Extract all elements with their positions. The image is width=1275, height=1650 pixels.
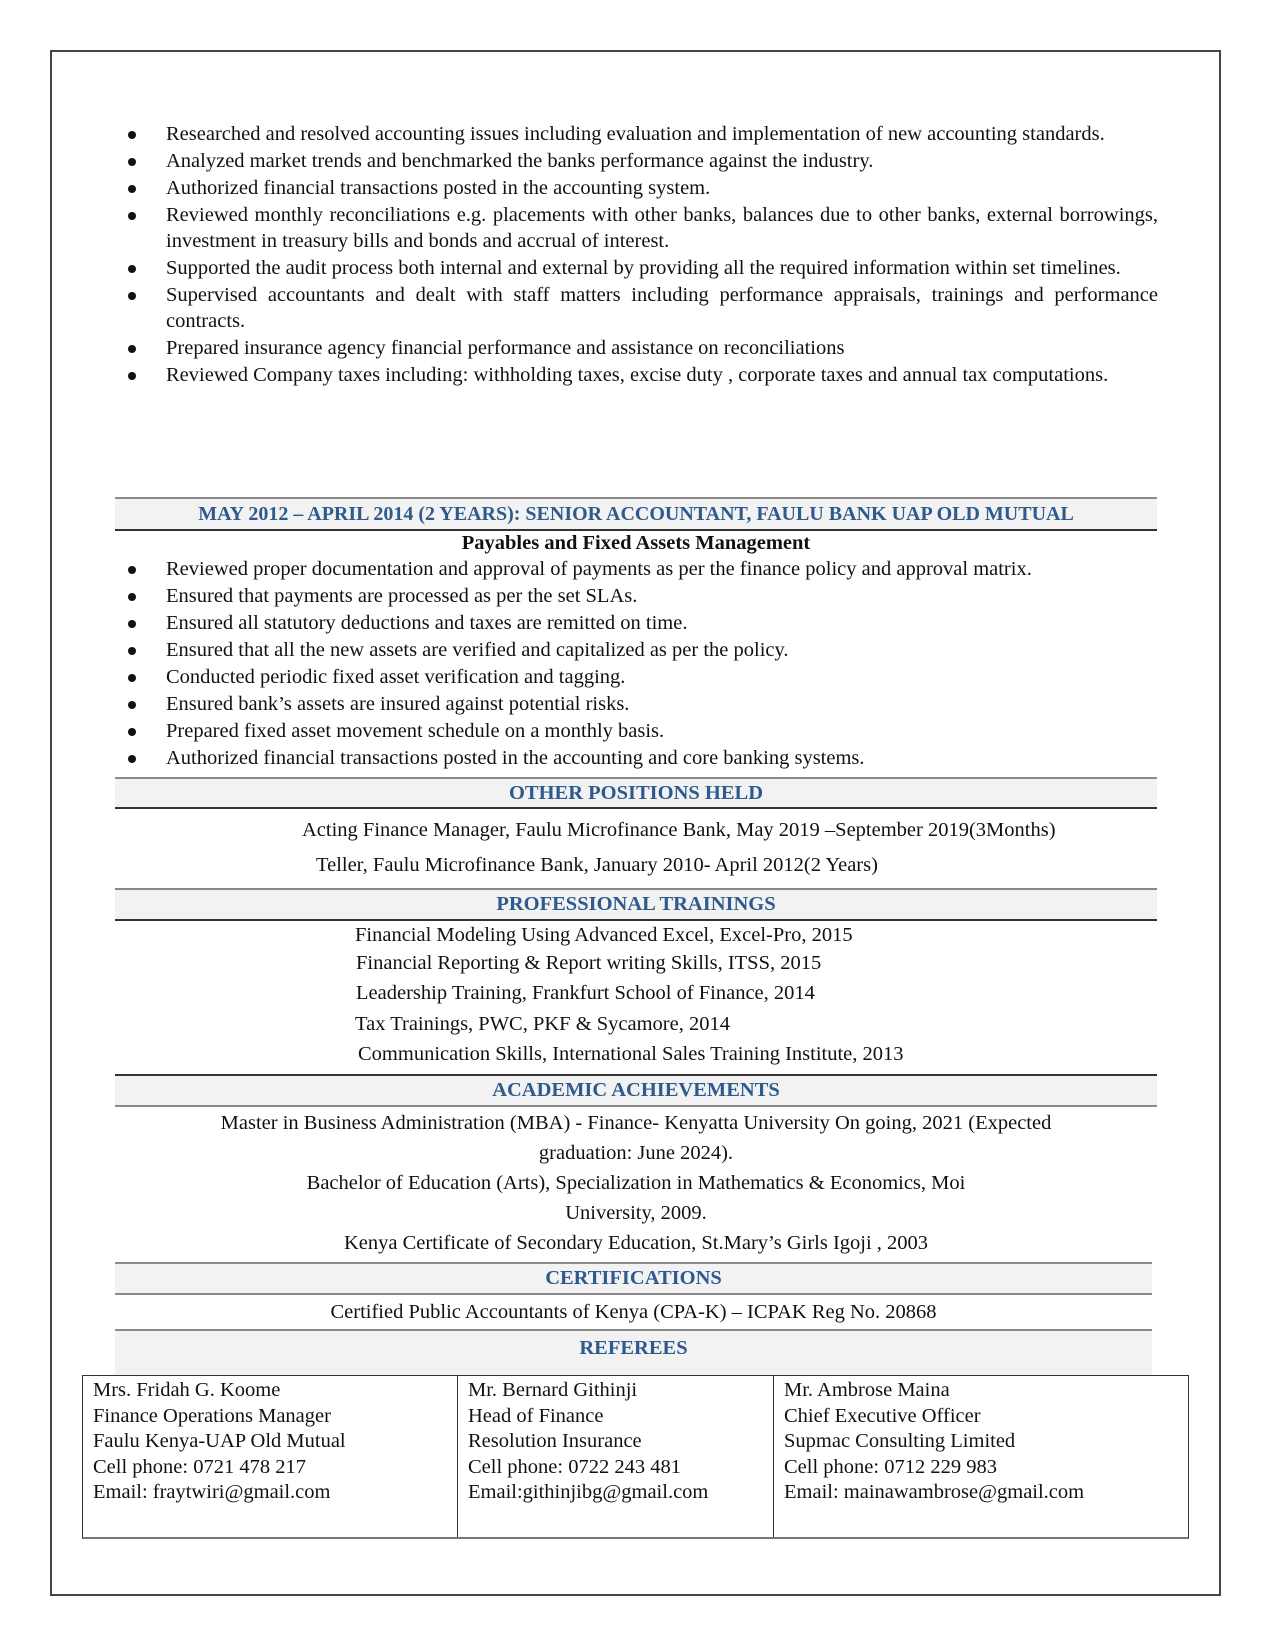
bullet-icon xyxy=(128,292,136,300)
list-item: Prepared fixed asset movement schedule on a monthly basis. xyxy=(128,718,1158,744)
bullet-icon xyxy=(128,647,136,655)
bullet-icon xyxy=(128,212,136,220)
position-item: Teller, Faulu Microfinance Bank, January 2010- April 2012(2 Years) xyxy=(316,854,878,876)
referee-email[interactable]: Email: fraytwiri@gmail.com xyxy=(93,1481,331,1503)
senior-accountant-list xyxy=(128,556,1158,772)
bullet-icon xyxy=(128,372,136,380)
certification-item: Certified Public Accountants of Kenya (CPA-K) – ICPAK Reg No. 20868 xyxy=(330,1301,937,1323)
bullet-icon xyxy=(128,265,136,273)
bullet-icon xyxy=(128,185,136,193)
academics-heading: ACADEMIC ACHIEVEMENTS xyxy=(115,1074,1157,1107)
academic-line: Master in Business Administration (MBA) - Finance- Kenyatta University On going, 2021 (Expected xyxy=(220,1112,1052,1134)
list-item: Supervised accountants and dealt with staff matters including performance appraisals, trainings and performance contracts. xyxy=(128,282,1158,334)
bullet-icon xyxy=(128,728,136,736)
bullet-icon xyxy=(128,131,136,139)
list-item: Supported the audit process both internal and external by providing all the required information within set timelines. xyxy=(128,255,1158,281)
referee-organization: Faulu Kenya-UAP Old Mutual xyxy=(93,1430,346,1452)
referee-name: Mrs. Fridah G. Koome xyxy=(93,1379,281,1401)
list-item: Researched and resolved accounting issues including evaluation and implementation of new accounting standards. xyxy=(128,121,1158,147)
list-item: Authorized financial transactions posted in the accounting and core banking systems. xyxy=(128,745,1158,771)
bullet-icon xyxy=(128,620,136,628)
referee-card xyxy=(83,1376,457,1537)
bullet-icon xyxy=(128,701,136,709)
bullet-icon xyxy=(128,593,136,601)
training-item: Tax Trainings, PWC, PKF & Sycamore, 2014 xyxy=(355,1013,730,1035)
list-item: Reviewed monthly reconciliations e.g. placements with other banks, balances due to other banks, external borrowings, investment in treasury bills and bonds and accrual of interest. xyxy=(128,202,1158,254)
training-item: Financial Reporting & Report writing Skills, ITSS, 2015 xyxy=(356,952,822,974)
position-item: Acting Finance Manager, Faulu Microfinance Bank, May 2019 –September 2019(3Months) xyxy=(302,819,1056,841)
referee-organization: Supmac Consulting Limited xyxy=(784,1430,1016,1452)
list-item: Ensured all statutory deductions and taxes are remitted on time. xyxy=(128,610,1158,636)
training-item: Communication Skills, International Sales Training Institute, 2013 xyxy=(358,1043,904,1065)
referee-phone: Cell phone: 0712 229 983 xyxy=(784,1455,997,1478)
referee-title: Head of Finance xyxy=(468,1404,604,1427)
list-item: Prepared insurance agency financial performance and assistance on reconciliations xyxy=(128,335,1158,361)
referee-phone: Cell phone: 0722 243 481 xyxy=(468,1455,681,1478)
certifications-heading: CERTIFICATIONS xyxy=(115,1262,1152,1295)
academic-line: graduation: June 2024). xyxy=(538,1142,734,1164)
list-item: Analyzed market trends and benchmarked the banks performance against the industry. xyxy=(128,148,1158,174)
referee-name: Mr. Bernard Githinji xyxy=(468,1379,638,1401)
referee-email[interactable]: Email: mainawambrose@gmail.com xyxy=(784,1481,1085,1503)
trainings-heading: PROFESSIONAL TRAININGS xyxy=(115,888,1157,921)
referees-heading: REFEREES xyxy=(115,1329,1152,1376)
bullet-icon xyxy=(128,755,136,763)
referee-email[interactable]: Email:githinjibg@gmail.com xyxy=(468,1481,709,1503)
academic-line: Bachelor of Education (Arts), Specialization in Mathematics & Economics, Moi xyxy=(306,1172,966,1194)
training-item: Leadership Training, Frankfurt School of Finance, 2014 xyxy=(356,982,815,1004)
academic-line: Kenya Certificate of Secondary Education, St.Mary’s Girls Igoji , 2003 xyxy=(343,1232,929,1254)
referee-name: Mr. Ambrose Maina xyxy=(784,1379,950,1401)
senior-accountant-subheading: Payables and Fixed Assets Management xyxy=(461,532,811,554)
training-item: Financial Modeling Using Advanced Excel, Excel-Pro, 2015 xyxy=(355,924,853,946)
bullet-icon xyxy=(128,566,136,574)
list-item: Conducted periodic fixed asset verification and tagging. xyxy=(128,664,1158,690)
referee-organization: Resolution Insurance xyxy=(468,1430,642,1452)
list-item: Ensured that all the new assets are verified and capitalized as per the policy. xyxy=(128,637,1158,663)
referee-phone: Cell phone: 0721 478 217 xyxy=(93,1455,306,1478)
bullet-icon xyxy=(128,158,136,166)
list-item: Reviewed proper documentation and approval of payments as per the finance policy and approval matrix. xyxy=(128,556,1158,582)
list-item: Ensured that payments are processed as per the set SLAs. xyxy=(128,583,1158,609)
experience-continued-list xyxy=(128,121,1158,389)
referee-title: Chief Executive Officer xyxy=(784,1404,981,1427)
list-item: Authorized financial transactions posted in the accounting system. xyxy=(128,175,1158,201)
bullet-icon xyxy=(128,674,136,682)
referee-card xyxy=(457,1376,773,1537)
academic-line: University, 2009. xyxy=(565,1202,707,1224)
senior-accountant-heading: MAY 2012 – APRIL 2014 (2 YEARS): SENIOR ACCOUNTANT, FAULU BANK UAP OLD MUTUAL xyxy=(115,497,1157,531)
other-positions-heading: OTHER POSITIONS HELD xyxy=(115,777,1157,809)
referee-title: Finance Operations Manager xyxy=(93,1404,331,1427)
list-item: Reviewed Company taxes including: withholding taxes, excise duty , corporate taxes and annual tax computations. xyxy=(128,362,1158,388)
referee-card xyxy=(773,1376,1188,1537)
list-item: Ensured bank’s assets are insured against potential risks. xyxy=(128,691,1158,717)
bullet-icon xyxy=(128,345,136,353)
referees-table xyxy=(82,1375,1189,1539)
